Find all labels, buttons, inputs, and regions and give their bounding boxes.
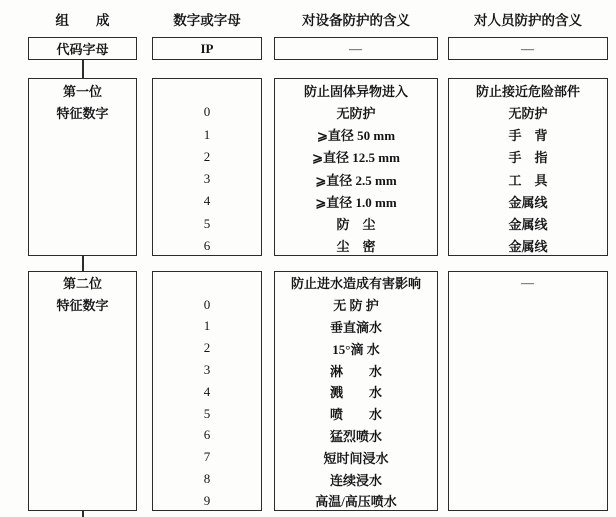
first-numeral-personnel-box [448, 78, 608, 256]
digit-cell: 0 [203, 104, 211, 120]
digit-cell: 0 [203, 296, 211, 312]
personnel-meaning: 金属线 [508, 239, 548, 255]
code-letter-label: 代码字母 [56, 42, 109, 57]
digit-cell: 2 [203, 148, 211, 164]
digit-cell: 9 [203, 492, 211, 508]
equipment-meaning: 高温/高压喷水 [315, 494, 397, 510]
equipment-meaning: ⩾直径 12.5 mm [312, 150, 400, 166]
second-numeral-equipment-box [274, 271, 438, 511]
personnel-dash: — [521, 274, 535, 290]
personnel-meaning: 金属线 [508, 194, 548, 210]
digit-cell: 7 [203, 449, 211, 465]
personnel-meaning: 手 背 [508, 128, 548, 144]
equipment-meaning: 喷 水 [329, 407, 382, 423]
equipment-meaning: 淋 水 [329, 363, 382, 379]
code-letter-personnel-box [448, 37, 608, 60]
first-numeral-digits-box [152, 78, 262, 256]
digit-cell: 1 [203, 318, 211, 334]
connector-line-1 [82, 60, 84, 78]
header-equipment-meaning: 对设备防护的含义 [302, 13, 410, 28]
first-numeral-label-line1: 第一位 [62, 83, 102, 99]
equipment-meaning: ⩾直径 1.0 mm [315, 194, 397, 210]
personnel-meaning: 无防护 [508, 105, 548, 121]
code-letter-personnel-dash: — [521, 40, 535, 56]
equipment-meaning: 连续浸水 [329, 472, 382, 488]
first-numeral-label-line2: 特征数字 [56, 105, 109, 121]
equipment-meaning: 尘 密 [336, 239, 376, 255]
code-letter-value: IP [200, 40, 214, 56]
header-numeral-or-letter: 数字或字母 [173, 13, 241, 28]
digit-cell: 5 [203, 405, 211, 421]
equipment-meaning: 无防护 [336, 105, 376, 121]
equipment-meaning: 溅 水 [329, 385, 382, 401]
header-personnel-meaning: 对人员防护的含义 [474, 13, 582, 28]
digit-cell: 1 [203, 126, 211, 142]
connector-line-2 [82, 255, 84, 271]
code-letter-value-box [152, 37, 262, 60]
code-letter-equipment-box [274, 37, 438, 60]
header-composition: 组 成 [55, 13, 110, 28]
connector-line-3 [82, 510, 84, 517]
digit-cell: 5 [203, 215, 211, 231]
digit-cell: 3 [203, 171, 211, 187]
equipment-meaning: 短时间浸水 [323, 450, 389, 466]
second-numeral-label-line1: 第二位 [62, 276, 102, 292]
digit-cell: 6 [203, 427, 211, 443]
code-letter-label-box [28, 37, 137, 60]
second-numeral-personnel-box [448, 271, 608, 511]
equipment-meaning: 猛烈喷水 [329, 428, 382, 444]
equipment-meaning: ⩾直径 2.5 mm [315, 172, 397, 188]
equipment-section-header: 防止进水造成有害影响 [290, 276, 421, 292]
digit-cell: 3 [203, 362, 211, 378]
equipment-section-header: 防止固体异物进入 [303, 83, 408, 99]
code-letter-equipment-dash: — [349, 40, 363, 56]
equipment-meaning: ⩾直径 50 mm [316, 128, 396, 144]
digit-cell: 2 [203, 340, 211, 356]
personnel-meaning: 工 具 [508, 172, 548, 188]
equipment-meaning: 防 尘 [336, 217, 376, 233]
personnel-meaning: 金属线 [508, 217, 548, 233]
first-numeral-label-box [28, 78, 137, 256]
digit-cell: 4 [203, 193, 211, 209]
first-numeral-equipment-box [274, 78, 438, 256]
personnel-meaning: 手 指 [508, 150, 548, 166]
second-numeral-label-box [28, 271, 137, 511]
equipment-meaning: 无 防 护 [333, 298, 379, 314]
digit-cell: 8 [203, 471, 211, 487]
digit-cell: 4 [203, 383, 211, 399]
equipment-meaning: 15°滴 水 [332, 341, 380, 357]
equipment-meaning: 垂直滴水 [329, 319, 382, 335]
personnel-section-header: 防止接近危险部件 [475, 83, 580, 99]
second-numeral-label-line2: 特征数字 [56, 298, 109, 314]
second-numeral-digits-box [152, 271, 262, 511]
digit-cell: 6 [203, 237, 211, 253]
